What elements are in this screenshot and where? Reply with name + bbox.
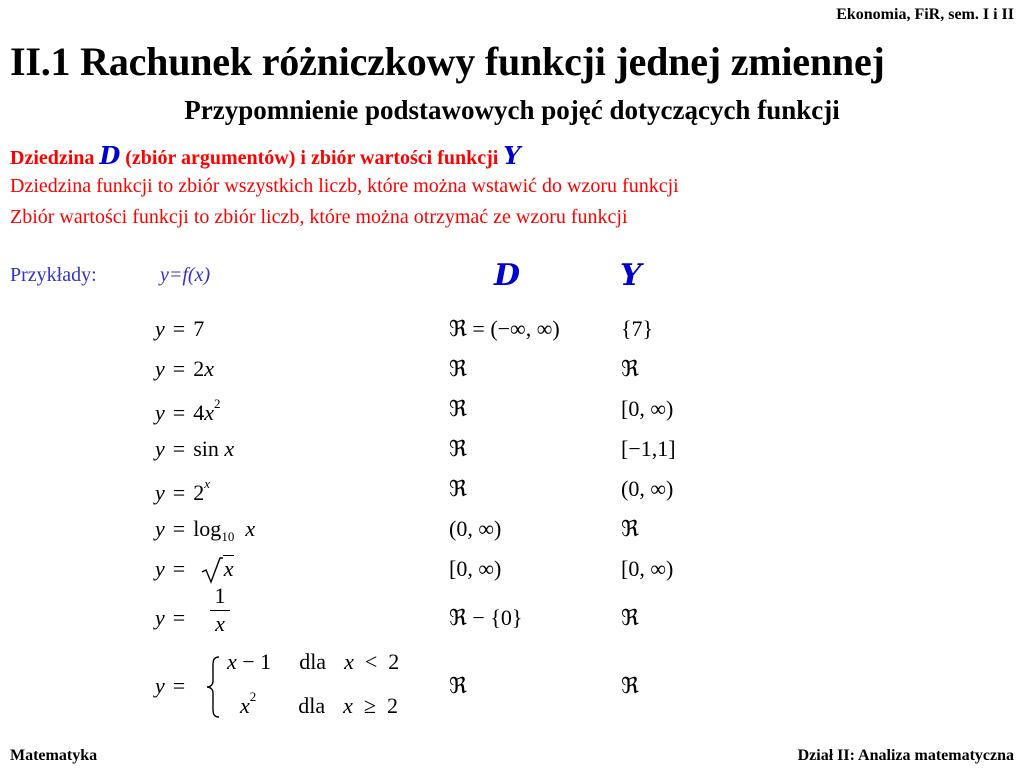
domain-definition: Dziedzina funkcji to zbiór wszystkich liczb, które można wstawić do wzoru funkcji <box>10 175 679 197</box>
domain-value: (0, ∞) <box>449 516 502 541</box>
examples-formula: y=f(x) <box>160 264 211 286</box>
range-symbol: Y <box>503 141 521 170</box>
function-formula: y = 2x <box>155 356 214 381</box>
function-formula: y = sin x <box>155 436 235 461</box>
function-formula: y = <box>155 605 186 630</box>
examples-label: Przykłady: <box>10 264 97 286</box>
function-formula: y = <box>155 673 186 698</box>
domain-value: ℜ = (−∞, ∞) <box>449 316 560 341</box>
domain-value: ℜ <box>449 396 467 421</box>
range-value: ℜ <box>621 673 639 698</box>
function-formula: $y = 2^x$ <box>155 476 210 505</box>
domain-value: ℜ <box>449 476 467 501</box>
footer-subject: Matematyka <box>10 747 98 764</box>
function-formula: y = 7 <box>155 316 205 341</box>
range-value: (0, ∞) <box>621 476 674 501</box>
function-formula: $y = \log_{10} x$ <box>155 516 256 544</box>
sqrt-symbol <box>201 556 223 584</box>
function-formula: $y = 4x^2$ <box>155 396 221 425</box>
piecewise-case-2: $x^2$ dla x ≥ 2 <box>240 689 398 718</box>
piecewise-case-1: x − 1 dla x < 2 <box>227 649 400 674</box>
range-definition: Zbiór wartości funkcji to zbiór liczb, które można otrzymać ze wzoru funkcji <box>10 206 628 228</box>
page-subtitle: Przypomnienie podstawowych pojęć dotyczących funkcji <box>184 95 840 125</box>
left-brace <box>205 655 221 719</box>
range-value: [−1,1] <box>621 436 676 461</box>
column-range-header: Y <box>620 258 642 293</box>
heading-word-domain: Dziedzina <box>10 147 95 169</box>
heading-rest: (zbiór argumentów) i zbiór wartości funkcji <box>125 147 499 169</box>
fraction-numerator: 1 <box>214 583 226 608</box>
domain-value: ℜ <box>449 436 467 461</box>
fraction-denominator: x <box>215 611 225 636</box>
range-value: ℜ <box>621 605 639 630</box>
range-value: [0, ∞) <box>621 556 674 581</box>
domain-value: [0, ∞) <box>449 556 502 581</box>
footer-section: Dział II: Analiza matematyczna <box>797 747 1014 764</box>
range-value: ℜ <box>621 356 639 381</box>
domain-value: ℜ <box>449 673 467 698</box>
range-value: {7} <box>621 316 654 341</box>
range-value: ℜ <box>621 516 639 541</box>
function-formula: y = x <box>155 556 234 584</box>
definitions-heading <box>10 141 521 170</box>
range-value: [0, ∞) <box>621 396 674 421</box>
column-domain-header: D <box>494 258 521 293</box>
domain-value: ℜ − {0} <box>449 605 523 630</box>
page-title: II.1 Rachunek różniczkowy funkcji jednej zmiennej <box>10 39 885 84</box>
domain-symbol: D <box>99 141 121 170</box>
domain-value: ℜ <box>449 356 467 381</box>
fraction <box>210 585 230 635</box>
course-header: Ekonomia, FiR, sem. I i II <box>836 6 1014 23</box>
